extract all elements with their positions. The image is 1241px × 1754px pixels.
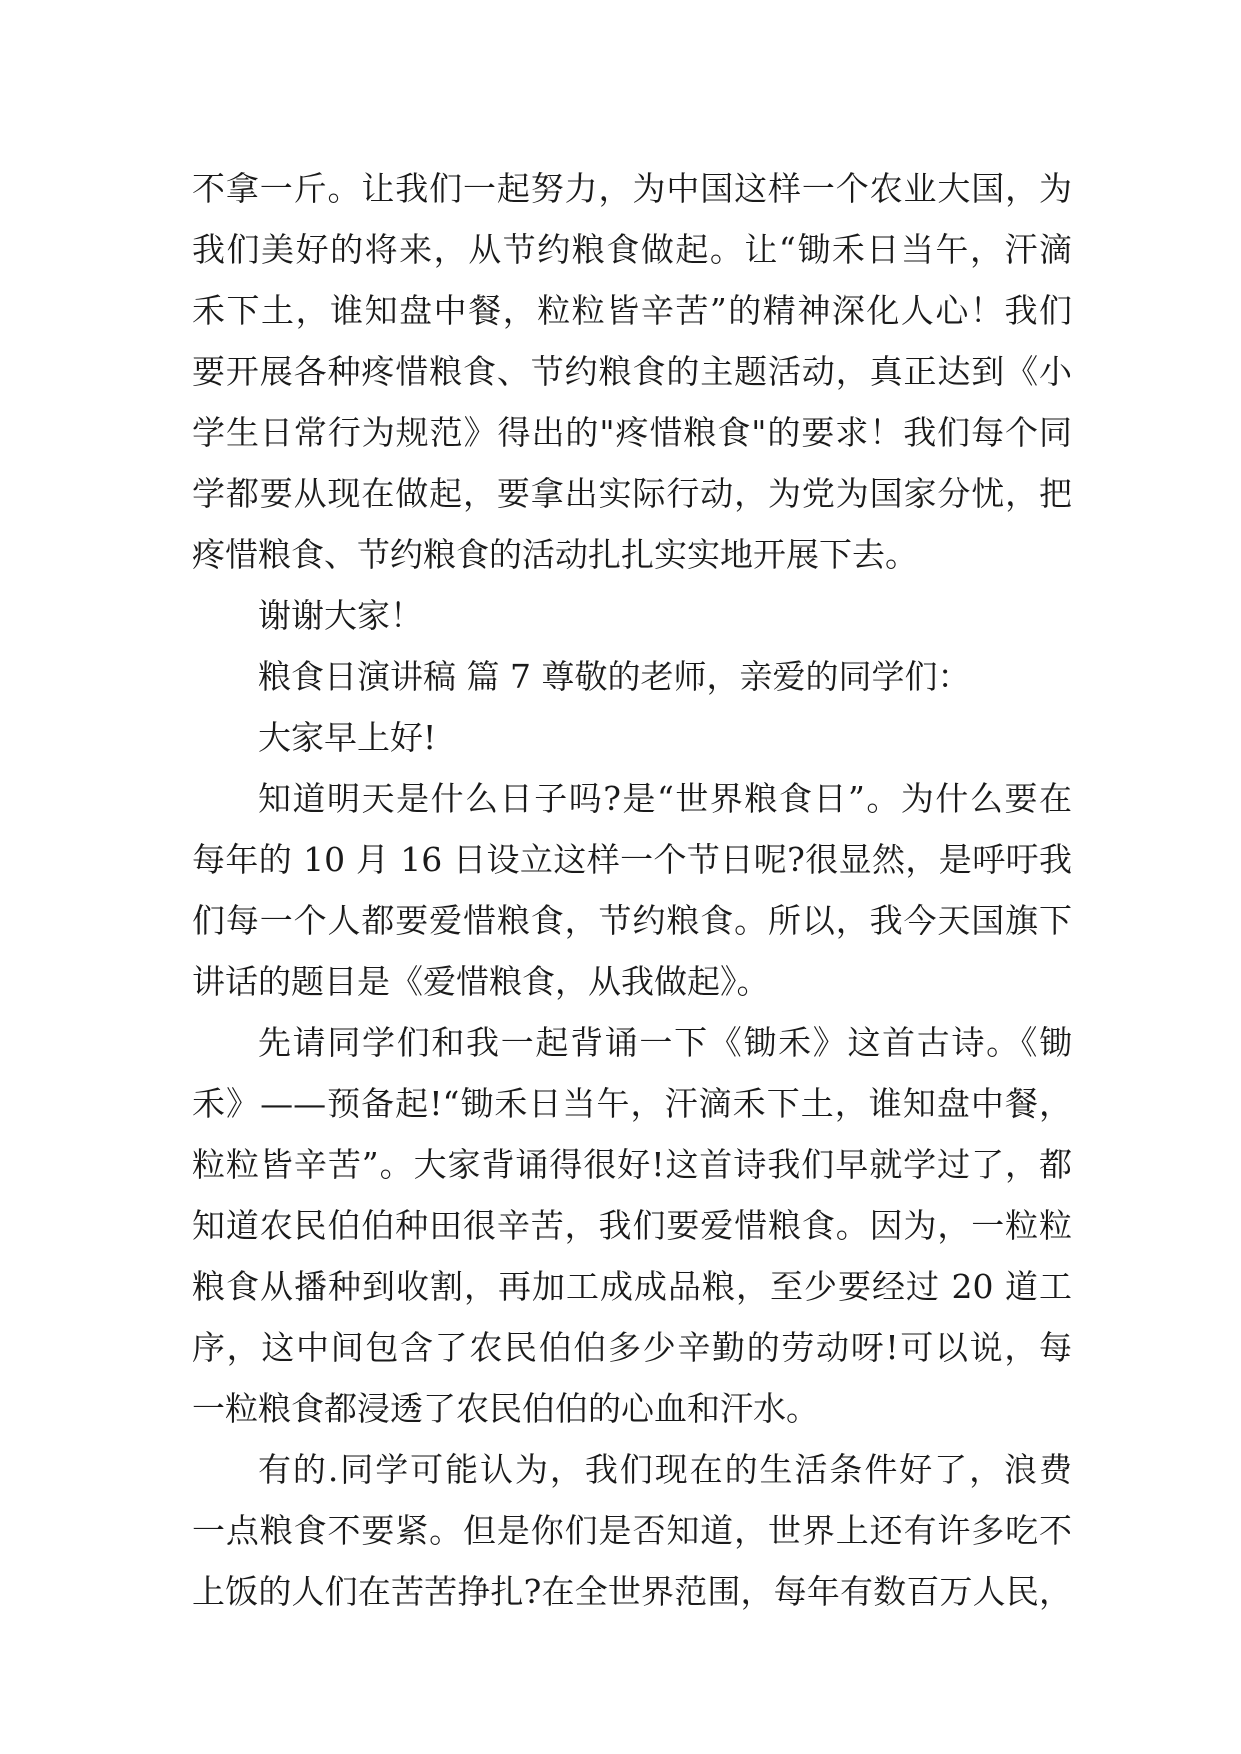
text-line: 禾》——预备起!“锄禾日当午，汗滴禾下土，谁知盘中餐， [192,1084,1072,1123]
text-line: 粒粒皆辛苦”。大家背诵得很好!这首诗我们早就学过了，都 [192,1145,1072,1184]
text-line: 每年的 10 月 16 日设立这样一个节日呢?很显然，是呼吁我 [192,840,1072,879]
text-line: 学都要从现在做起，要拿出实际行动，为党为国家分忧，把 [192,474,1072,513]
text-line: 们每一个人都要爱惜粮食，节约粮食。所以，我今天国旗下 [192,901,1072,940]
text-line: 一粒粮食都浸透了农民伯伯的心血和汗水。 [192,1389,819,1428]
text-line: 粮食从播种到收割，再加工成成品粮，至少要经过 20 道工 [192,1267,1072,1306]
text-line: 讲话的题目是《爱惜粮食，从我做起》。 [192,962,770,1001]
text-line: 知道农民伯伯种田很辛苦，我们要爱惜粮食。因为，一粒粒 [192,1206,1072,1245]
text-line: 大家早上好! [258,718,437,757]
text-line: 粮食日演讲稿 篇 7 尊敬的老师，亲爱的同学们： [258,657,971,696]
text-line: 先请同学们和我一起背诵一下《锄禾》这首古诗。《锄 [258,1023,1072,1062]
text-line: 要开展各种疼惜粮食、节约粮食的主题活动，真正达到《小 [192,352,1072,391]
text-line: 我们美好的将来，从节约粮食做起。让“锄禾日当午，汗滴 [192,230,1072,269]
text-line: 不拿一斤。让我们一起努力，为中国这样一个农业大国，为 [192,169,1072,208]
text-line: 有的.同学可能认为，我们现在的生活条件好了，浪费 [258,1450,1072,1489]
text-line: 序，这中间包含了农民伯伯多少辛勤的劳动呀!可以说，每 [192,1328,1072,1367]
text-line: 禾下土，谁知盘中餐，粒粒皆辛苦”的精神深化人心！我们 [192,291,1072,330]
body-text [192,158,1072,1622]
text-line: 知道明天是什么日子吗?是“世界粮食日”。为什么要在 [258,779,1072,818]
text-line: 谢谢大家！ [258,596,423,635]
text-line: 学生日常行为规范》得出的"疼惜粮食"的要求！我们每个同 [192,413,1072,452]
text-line: 一点粮食不要紧。但是你们是否知道，世界上还有许多吃不 [192,1511,1072,1550]
text-line: 疼惜粮食、节约粮食的活动扎扎实实地开展下去。 [192,535,918,574]
text-line: 上饭的人们在苦苦挣扎?在全世界范围，每年有数百万人民， [192,1572,1072,1611]
